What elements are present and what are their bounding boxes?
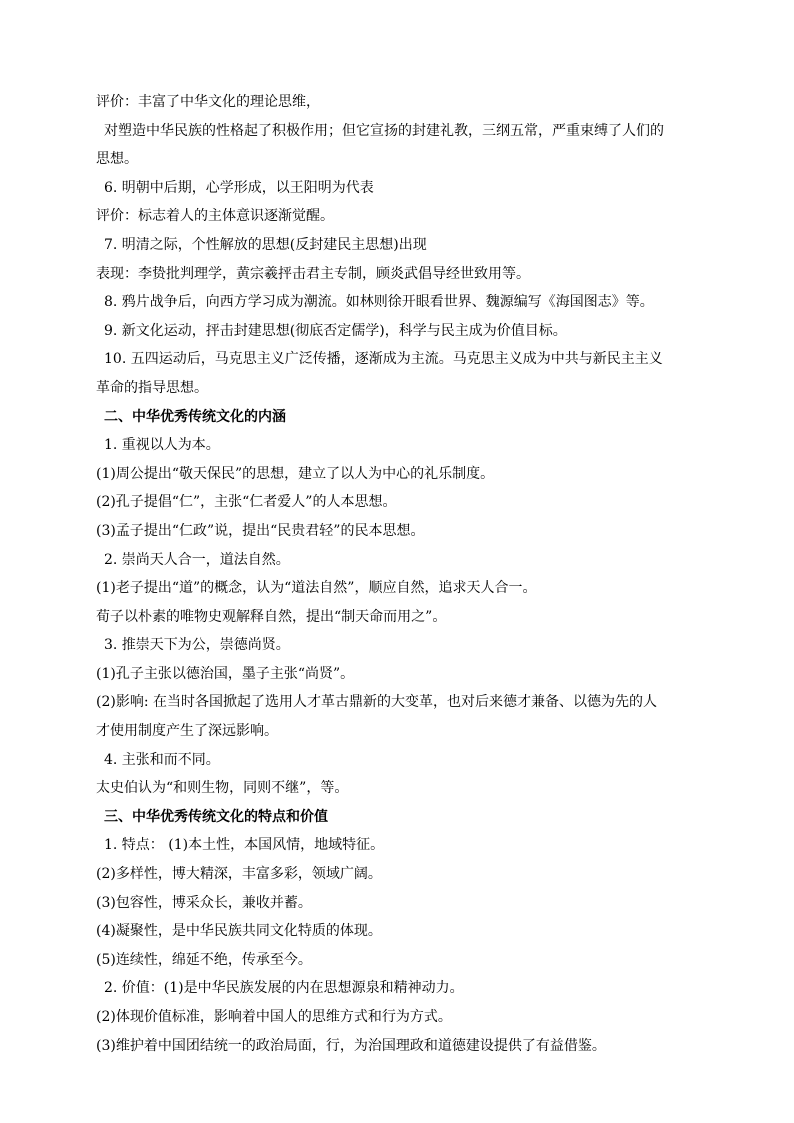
text-line: 表现：李贽批判理学，黄宗羲抨击君主专制，顾炎武倡导经世致用等。 [96, 265, 530, 282]
text-line: (2)影响: 在当时各国掀起了选用人才革古鼎新的大变革，也对后来德才兼备、以德为先的人 [96, 694, 657, 711]
text-line: (2)多样性，博大精深，丰富多彩，领域广阔。 [96, 866, 382, 883]
text-line: (3)包容性，博采众长，兼收并蓄。 [96, 894, 312, 911]
text-line: 思想。 [96, 151, 138, 168]
text-line: (2)体现价值标准，影响着中国人的思维方式和行为方式。 [96, 1009, 452, 1025]
text-line: 革命的指导思想。 [96, 379, 208, 396]
text-line: 1. 重视以人为本。 [104, 437, 220, 454]
text-line: (5)连续性，绵延不绝，传承至今。 [96, 951, 312, 968]
text-line: (3)维护着中国团结统一的政治局面，行，为治国理政和道德建设提供了有益借鉴。 [96, 1037, 606, 1054]
text-line: 4. 主张和而不同。 [104, 751, 220, 768]
text-line: 9. 新文化运动，抨击封建思想(彻底否定儒学)，科学与民主成为价值目标。 [104, 322, 567, 339]
text-line: 评价：标志着人的主体意识逐渐觉醒。 [96, 208, 334, 225]
text-line: 3. 推崇天下为公，崇德尚贤。 [104, 637, 290, 654]
section-heading: 三、中华优秀传统文化的特点和价值 [104, 808, 328, 825]
text-line: 才使用制度产生了深远影响。 [96, 723, 278, 740]
text-line: (2)孔子提倡“仁”，主张“仁者爱人”的人本思想。 [96, 494, 397, 511]
text-line: (3)孟子提出“仁政”说，提出“民贵君轻”的民本思想。 [96, 522, 425, 539]
text-line: (1)老子提出“道”的概念，认为“道法自然”，顺应自然，追求天人合一。 [96, 580, 537, 597]
section-heading: 二、中华优秀传统文化的内涵 [104, 408, 286, 425]
text-line: 10. 五四运动后，马克思主义广泛传播，逐渐成为主流。马克思主义成为中共与新民主主义 [104, 351, 663, 368]
text-line: 2. 价值：(1)是中华民族发展的内在思想源泉和精神动力。 [104, 980, 464, 997]
text-line: (4)凝聚性，是中华民族共同文化特质的体现。 [96, 923, 382, 940]
text-line: (1)孔子主张以德治国，墨子主张“尚贤”。 [96, 665, 355, 682]
document-page [0, 88, 794, 1060]
text-line: 1. 特点： (1)本土性，本国风情，地域特征。 [104, 837, 385, 854]
text-line: 对塑造中华民族的性格起了积极作用；但它宣扬的封建礼教，三纲五常，严重束缚了人们的 [104, 122, 664, 139]
text-line: 8. 鸦片战争后，向西方学习成为潮流。如林则徐开眼看世界、魏源编写《海国图志》等。 [104, 294, 654, 311]
text-line: 荀子以朴素的唯物史观解释自然，提出“制天命而用之”。 [96, 608, 447, 625]
text-line: (1)周公提出“敬天保民”的思想，建立了以人为中心的礼乐制度。 [96, 465, 495, 482]
text-line: 评价：丰富了中华文化的理论思维， [96, 94, 320, 110]
text-line: 6. 明朝中后期，心学形成，以王阳明为代表 [104, 179, 374, 196]
text-line: 7. 明清之际，个性解放的思想(反封建民主思想)出现 [104, 236, 427, 253]
text-line: 2. 崇尚天人合一，道法自然。 [104, 551, 290, 568]
text-line: 太史伯认为“和则生物，同则不继”，等。 [96, 780, 349, 797]
